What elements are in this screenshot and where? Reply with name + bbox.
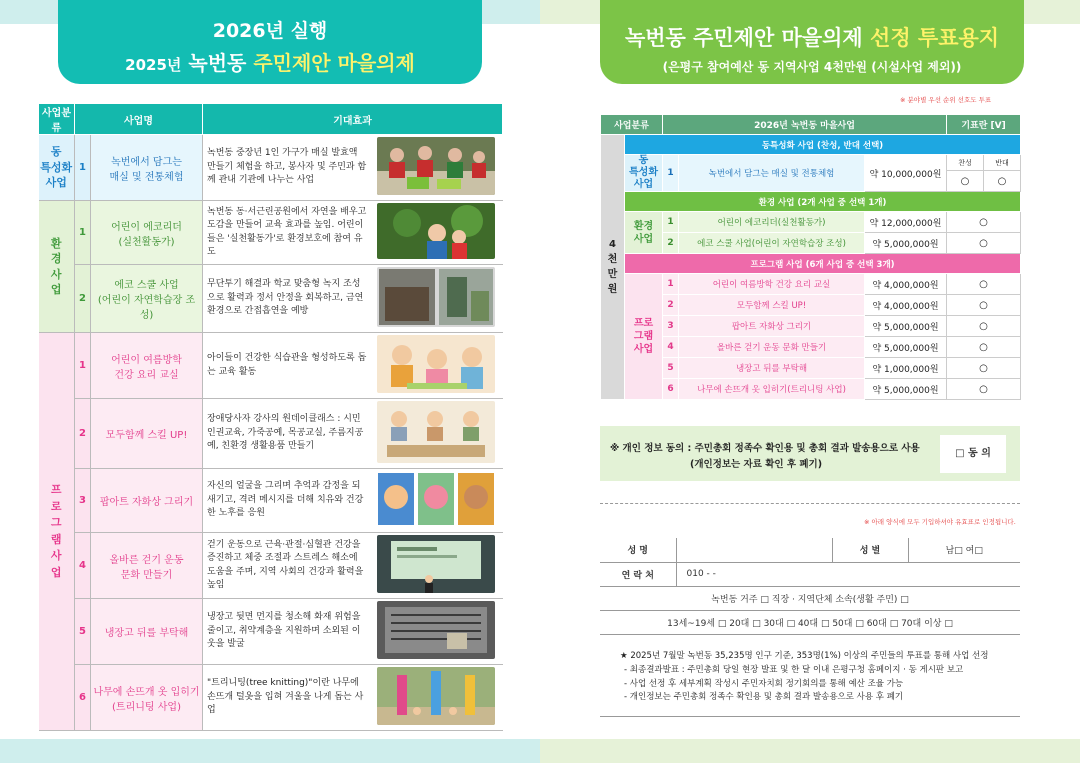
cut-line-divider	[600, 503, 1020, 504]
project-photo	[373, 665, 503, 731]
disagree-label: 반대	[984, 155, 1021, 171]
ballot-project-name: 모두함께 스킬 UP!	[679, 295, 865, 316]
table-row	[39, 135, 503, 201]
project-photo	[373, 469, 503, 533]
category-env: 환 경 사 업	[39, 201, 75, 333]
project-photo	[373, 135, 503, 201]
ballot-amount: 약 4,000,000원	[865, 274, 947, 295]
ballot-project-name: 에코 스쿨 사업(어린이 자연학습장 조성)	[679, 233, 865, 254]
ballot-amount: 약 5,000,000원	[865, 316, 947, 337]
category-program: 프 로 그 램 사 업	[39, 333, 75, 731]
vote-priority-note: ※ 분야별 우선 순위 선호도 투표	[900, 96, 992, 104]
ballot-number: 1	[663, 212, 679, 233]
consent-text-line1: ※ 개인 정보 동의 : 주민총회 정족수 확인용 및 총회 결과 발송용으로 사용	[610, 443, 920, 454]
row-number: 1	[75, 201, 91, 265]
row-number: 5	[75, 599, 91, 665]
table-row	[39, 201, 503, 265]
ballot-row	[601, 274, 1021, 295]
project-desc: 자신의 얼굴을 그리며 추억과 감정을 되새기고, 격려 메시지를 더해 치유와 건강한 노후를 응원	[203, 469, 373, 533]
project-name: 올바른 걷기 운동 문화 만들기	[91, 533, 203, 599]
project-photo	[373, 533, 503, 599]
category-dong: 동 특성화 사업	[39, 135, 75, 201]
ballot-category-program: 프로 그램 사업	[625, 274, 663, 400]
photo-tree-knitting-image	[377, 667, 495, 725]
project-name: 모두함께 스킬 UP!	[91, 399, 203, 469]
ballot-title	[600, 0, 1024, 52]
project-desc: 녹번동 중장년 1인 가구가 매실 발효액 만들기 체험을 하고, 봉사자 및 주민과 함께 관내 기관에 나누는 사업	[203, 135, 373, 201]
voter-info-form	[600, 538, 1020, 635]
ballot-row	[601, 212, 1021, 233]
ballot-amount: 약 12,000,000원	[865, 212, 947, 233]
project-photo	[373, 265, 503, 333]
left-title-banner	[58, 0, 482, 84]
ballot-row	[601, 295, 1021, 316]
note-item: - 개인정보는 주민총회 정족수 확인용 및 총회 결과 발송용으로 사용 후 폐기	[624, 692, 904, 703]
project-name: 나무에 손뜨개 옷 입히기 (트리니팅 사업)	[91, 665, 203, 731]
ballot-project-name: 올바른 걷기 운동 문화 만들기	[679, 337, 865, 358]
project-name: 냉장고 뒤를 부탁해	[91, 599, 203, 665]
ballot-project-name: 나무에 손뜨개 옷 입히기(트리니팅 사업)	[679, 379, 865, 400]
ballot-number: 5	[663, 358, 679, 379]
ballot-category-dong: 동 특성화 사업	[625, 155, 663, 192]
section-dong: 동특성화 사업 (찬성, 반대 선택)	[625, 135, 1021, 155]
project-name: 녹번에서 담그는 매실 및 전통체험	[91, 135, 203, 201]
form-row-name	[600, 538, 1020, 562]
ballot-number: 1	[663, 155, 679, 192]
project-desc: "트리니팅(tree knitting)"이란 나무에 손뜨개 털옷을 입혀 겨울을 나게 돕는 사업	[203, 665, 373, 731]
table-row	[39, 399, 503, 469]
row-number: 4	[75, 533, 91, 599]
ballot-row	[601, 316, 1021, 337]
vote-circle[interactable]: ○	[947, 316, 1021, 337]
ballot-header-project: 2026년 녹번동 마을사업	[663, 115, 947, 135]
ballot-project-name: 팝아트 자화상 그리기	[679, 316, 865, 337]
ballot-number: 6	[663, 379, 679, 400]
ballot-row	[601, 155, 1021, 171]
vote-circle[interactable]: ○	[947, 212, 1021, 233]
name-field[interactable]	[676, 538, 832, 562]
project-name: 팝아트 자화상 그리기	[91, 469, 203, 533]
project-table-header	[39, 104, 503, 135]
ballot-number: 3	[663, 316, 679, 337]
vote-circle[interactable]: ○	[947, 379, 1021, 400]
project-desc: 무단투기 해결과 학교 맞춤형 녹지 조성으로 활력과 정서 안정을 회복하고, 금연 환경으로 간접흡연을 예방	[203, 265, 373, 333]
table-row	[39, 265, 503, 333]
photo-eco-school-image	[377, 267, 495, 327]
ballot-header-category: 사업분류	[601, 115, 663, 135]
project-name: 어린이 여름방학 건강 요리 교실	[91, 333, 203, 399]
project-photo	[373, 399, 503, 469]
ballot-number: 2	[663, 233, 679, 254]
row-number: 1	[75, 333, 91, 399]
project-photo	[373, 333, 503, 399]
project-name: 어린이 에코리더 (실천활동가)	[91, 201, 203, 265]
project-name: 에코 스쿨 사업 (어린이 자연학습장 조성)	[91, 265, 203, 333]
contact-label: 연 락 처	[600, 562, 676, 586]
consent-checkbox[interactable]: □ 동 의	[940, 435, 1006, 473]
project-desc: 장애당사자 강사의 원데이클래스 : 시민인권교육, 가죽공예, 목공교실, 주름지공예, 친환경 생활용품 만들기	[203, 399, 373, 469]
vote-circle[interactable]: ○	[947, 295, 1021, 316]
note-item: - 사업 선정 후 세부계획 작성시 주민자치회 정기회의를 통해 예산 조율 가능	[624, 678, 904, 689]
project-table	[38, 103, 503, 731]
project-desc: 냉장고 뒷면 먼지를 청소해 화재 위험을 줄이고, 취약계층을 지원하며 소외된 이웃을 발굴	[203, 599, 373, 665]
privacy-consent-panel	[600, 426, 1020, 481]
ballot-project-name: 녹번에서 담그는 매실 및 전통체험	[679, 155, 865, 192]
ballot-amount: 약 4,000,000원	[865, 295, 947, 316]
row-number: 3	[75, 469, 91, 533]
left-title-dong: 녹번동	[188, 51, 247, 75]
ballot-subtitle: (은평구 참여예산 동 지역사업 4천만원 (시설사업 제외))	[662, 60, 962, 74]
ballot-row	[601, 233, 1021, 254]
bg-band-left-bottom	[0, 739, 540, 763]
vote-disagree-circle[interactable]: ○	[984, 171, 1021, 192]
ballot-project-name: 냉장고 뒤를 부탁해	[679, 358, 865, 379]
form-row-contact	[600, 562, 1020, 586]
row-number: 6	[75, 665, 91, 731]
form-row-residence	[600, 586, 1020, 610]
consent-text-line2: (개인정보는 자료 확인 후 폐기)	[690, 459, 823, 470]
row-number: 1	[75, 135, 91, 201]
left-title-line1: 2026년 실행	[212, 20, 328, 42]
table-row	[39, 665, 503, 731]
ballot-number: 1	[663, 274, 679, 295]
ballot-title-highlight: 선정 투표용지	[870, 26, 1000, 50]
ballot-title-main: 녹번동 주민제안 마을의제	[624, 26, 863, 50]
vote-circle[interactable]: ○	[947, 358, 1021, 379]
table-row	[39, 533, 503, 599]
ballot-row	[601, 337, 1021, 358]
ballot-project-name: 어린이 여름방학 건강 요리 교실	[679, 274, 865, 295]
section-bar	[601, 254, 1021, 274]
ballot-notes	[620, 650, 988, 705]
left-title-year: 2025년	[125, 56, 182, 74]
photo-eco-leader-image	[377, 203, 495, 259]
vote-agree-circle[interactable]: ○	[947, 171, 984, 192]
project-photo	[373, 599, 503, 665]
ballot-header	[601, 115, 1021, 135]
photo-fridge-cleaning-image	[377, 601, 495, 659]
ballot-project-name: 어린이 에코리더(실천활동가)	[679, 212, 865, 233]
ballot-amount: 약 5,000,000원	[865, 233, 947, 254]
vote-circle[interactable]: ○	[947, 337, 1021, 358]
bottom-divider	[600, 716, 1020, 717]
ballot-row	[601, 358, 1021, 379]
gender-checkboxes[interactable]: 남□ 여□	[908, 538, 1020, 562]
project-desc: 녹번동 동·서근린공원에서 자연을 배우고 도감을 만들어 교육 효과를 높임. 어린이들은 '실천활동가'로 환경보호에 참여 유도	[203, 201, 373, 265]
note-item: - 최종결과발표 : 주민총회 당일 현장 발표 및 한 달 이내 은평구청 홈페이지 · 동 게시판 보고	[624, 664, 964, 675]
form-row-age	[600, 610, 1020, 634]
ballot-amount: 약 10,000,000원	[865, 155, 947, 192]
section-bar	[601, 135, 1021, 155]
project-desc: 걷기 운동으로 근육·관절·심혈관 건강을 증진하고 체중 조절과 스트레스 해소에 도움을 주며, 지역 사회의 건강과 활력을 높임	[203, 533, 373, 599]
row-number: 2	[75, 399, 91, 469]
section-env: 환경 사업 (2개 사업 중 선택 1개)	[625, 192, 1021, 212]
project-photo	[373, 201, 503, 265]
left-title-agenda: 주민제안 마을의제	[253, 51, 415, 75]
section-program: 프로그램 사업 (6개 사업 중 선택 3개)	[625, 254, 1021, 274]
ballot-amount: 약 5,000,000원	[865, 337, 947, 358]
table-row	[39, 469, 503, 533]
photo-maesil-image	[377, 137, 495, 195]
ballot-header-mark: 기표란 [V]	[947, 115, 1021, 135]
ballot-amount: 약 1,000,000원	[865, 358, 947, 379]
ballot-row	[601, 379, 1021, 400]
project-desc: 아이들이 건강한 식습관을 형성하도록 돕는 교육 활동	[203, 333, 373, 399]
vote-circle[interactable]: ○	[947, 274, 1021, 295]
gender-label: 성 별	[832, 538, 908, 562]
photo-cooking-class-image	[377, 335, 495, 393]
residence-checkboxes[interactable]: 녹번동 거주 □ 직장 · 지역단체 소속(생활 주민) □	[600, 586, 1020, 610]
ballot-number: 4	[663, 337, 679, 358]
left-title-line2	[58, 47, 482, 76]
right-title-banner	[600, 0, 1024, 84]
photo-skill-up-image	[377, 401, 495, 463]
ballot-category-env: 환경 사업	[625, 212, 663, 254]
vote-circle[interactable]: ○	[947, 233, 1021, 254]
ballot-number: 2	[663, 295, 679, 316]
photo-walking-lecture-image	[377, 535, 495, 593]
valid-vote-note: ※ 아래 양식에 모두 기입하셔야 유효표로 인정됩니다.	[864, 518, 1016, 526]
agree-label: 찬성	[947, 155, 984, 171]
note-item: ★ 2025년 7월말 녹번동 35,235명 인구 기준, 353명(1%) 이상의 주민들의 투표를 통해 사업 선정	[620, 651, 989, 661]
age-checkboxes[interactable]: 13세~19세 □ 20대 □ 30대 □ 40대 □ 50대 □ 60대 □ 70대 이상 □	[600, 610, 1020, 634]
row-number: 2	[75, 265, 91, 333]
ballot-amount: 약 5,000,000원	[865, 379, 947, 400]
header-effect: 기대효과	[203, 104, 503, 135]
budget-side-label: 4 천 만 원	[601, 135, 625, 400]
name-label: 성 명	[600, 538, 676, 562]
contact-field[interactable]: 010 - -	[676, 562, 1020, 586]
table-row	[39, 333, 503, 399]
table-row	[39, 599, 503, 665]
header-category: 사업분류	[39, 104, 75, 135]
ballot-table	[600, 114, 1021, 400]
header-project-name: 사업명	[75, 104, 203, 135]
section-bar	[601, 192, 1021, 212]
photo-popart-portrait-image	[377, 471, 495, 527]
bg-band-right-bottom	[540, 739, 1080, 763]
